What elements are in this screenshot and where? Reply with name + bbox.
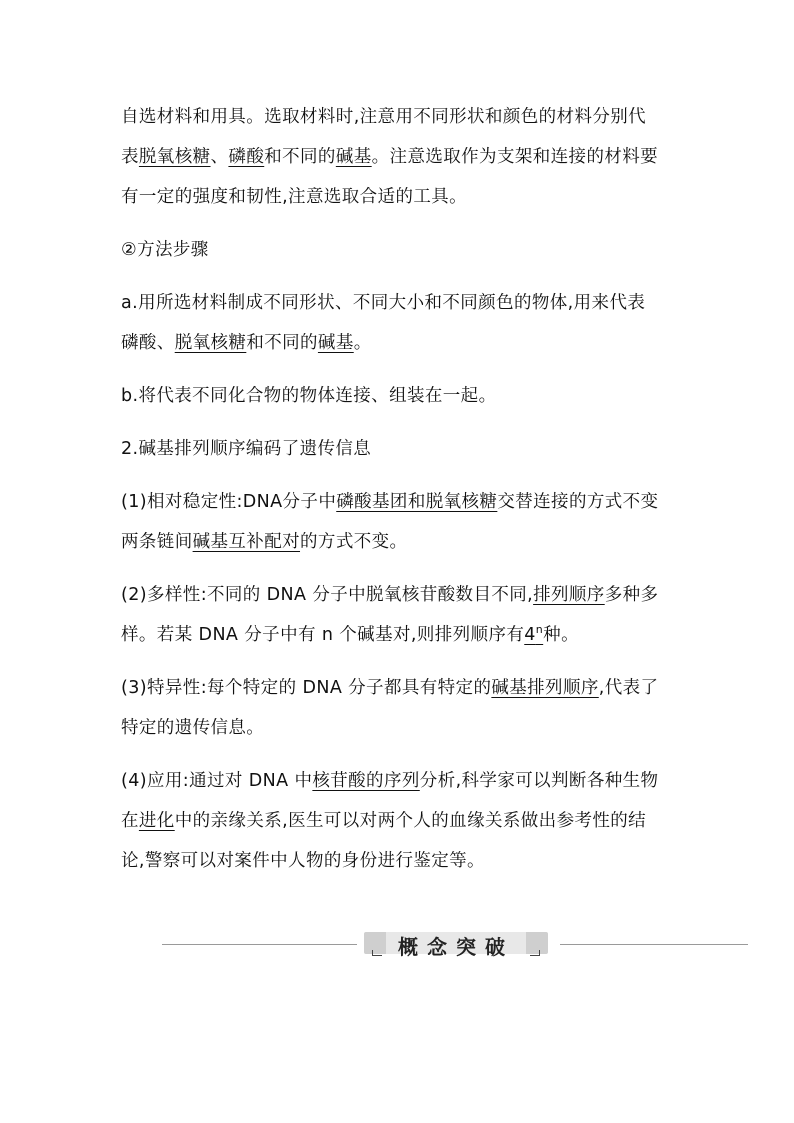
underlined-answer: 碱基互补配对 [192, 532, 301, 552]
text-line [121, 761, 681, 801]
text-line: b.将代表不同化合物的物体连接、组装在一起。 [121, 386, 497, 406]
text-line [121, 615, 681, 655]
text-run: 磷酸、 [121, 333, 175, 353]
paragraph-diversity [121, 575, 681, 655]
text-run: 。 [353, 333, 372, 353]
underlined-answer: 碱基排列顺序 [491, 678, 599, 698]
divider-rule-right [560, 944, 748, 945]
text-run: 的方式不变。 [300, 532, 408, 552]
text-line: 有一定的强度和韧性,注意选取合适的工具。 [121, 187, 468, 207]
text-run: 样。若某 DNA 分子中有 n 个碱基对,则排列顺序有 [121, 625, 525, 645]
text-line: 自选材料和用具。选取材料时,注意用不同形状和颜色的材料分别代 [121, 107, 647, 127]
text-run: 表 [121, 147, 139, 167]
paragraph-materials [121, 97, 681, 217]
underlined-answer: 碱基 [335, 147, 372, 167]
text-line [121, 137, 681, 177]
section-title: 概念突破 [398, 935, 514, 959]
text-line [121, 668, 681, 708]
text-run: ,代表了 [598, 678, 659, 698]
paragraph-step-a [121, 283, 681, 363]
text-run: (2)多样性:不同的 DNA 分子中脱氧核苷酸数目不同, [121, 585, 534, 605]
text-run: 多种多 [604, 585, 659, 605]
paragraph-method-heading [121, 230, 681, 270]
text-line: 2.碱基排列顺序编码了遗传信息 [121, 439, 372, 459]
text-run: 和不同的 [264, 147, 336, 167]
text-run: 在 [121, 811, 139, 831]
underlined-answer: 磷酸基团和脱氧核糖 [336, 492, 498, 512]
paragraph-specificity [121, 668, 681, 748]
underlined-answer [524, 625, 543, 645]
underlined-answer: 磷酸 [228, 147, 265, 167]
underlined-answer: 脱氧核糖 [138, 147, 211, 167]
base-number: 4 [524, 625, 536, 645]
text-line: a.用所选材料制成不同形状、不同大小和不同颜色的物体,用来代表 [121, 293, 646, 313]
text-run: 分析,科学家可以判断各种生物 [419, 771, 659, 791]
paragraph-application [121, 761, 681, 881]
text-run: 交替连接的方式不变 [497, 492, 659, 512]
text-line: 特定的遗传信息。 [121, 718, 265, 738]
text-run: 和不同的 [246, 333, 318, 353]
text-run: 、 [210, 147, 229, 167]
text-line [121, 575, 681, 615]
text-line: 论,警察可以对案件中人物的身份进行鉴定等。 [121, 851, 485, 871]
text-line: ②方法步骤 [121, 240, 209, 260]
exponent: n [535, 623, 544, 637]
section-badge [364, 932, 548, 959]
text-line [121, 801, 681, 841]
text-run: (4)应用:通过对 DNA 中 [121, 771, 313, 791]
text-line [121, 323, 681, 363]
underlined-answer: 脱氧核糖 [174, 333, 247, 353]
underlined-answer: 进化 [138, 811, 175, 831]
underlined-answer: 排列顺序 [533, 585, 605, 605]
paragraph-stability [121, 482, 681, 562]
section-divider [162, 930, 748, 960]
text-run: 两条链间 [121, 532, 193, 552]
document-body [121, 97, 681, 894]
text-run: 种。 [543, 625, 579, 645]
divider-rule-left [162, 944, 357, 945]
text-run: 中的亲缘关系,医生可以对两个人的血缘关系做出参考性的结 [174, 811, 647, 831]
paragraph-step-b [121, 376, 681, 416]
underlined-answer: 核苷酸的序列 [312, 771, 420, 791]
text-run: 。注意选取作为支架和连接的材料要 [371, 147, 659, 167]
text-line [121, 482, 681, 522]
text-run: (3)特异性:每个特定的 DNA 分子都具有特定的 [121, 678, 492, 698]
underlined-answer: 碱基 [317, 333, 354, 353]
text-run: (1)相对稳定性:DNA分子中 [121, 492, 337, 512]
section-heading-2 [121, 429, 681, 469]
text-line [121, 522, 681, 562]
